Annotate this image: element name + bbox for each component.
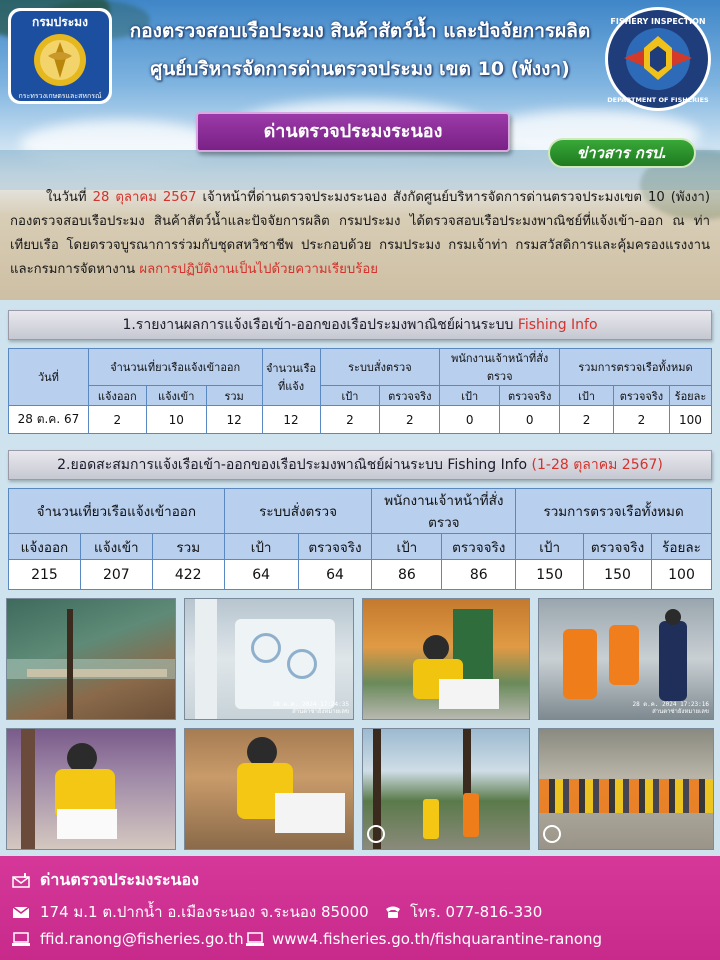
photo-fish-tank	[184, 598, 354, 720]
footer-email[interactable]: ffid.ranong@fisheries.go.th	[40, 930, 244, 948]
col-off-target: เป้า	[440, 386, 500, 406]
col-vessels: จำนวนเรือที่แจ้ง	[262, 349, 320, 406]
table-row	[9, 560, 712, 590]
col-tot-target: เป้า	[560, 386, 614, 406]
photo-life-jackets	[538, 598, 714, 720]
section2-period: (1-28 ตุลาคม 2567)	[531, 457, 663, 473]
col-sys-target: เป้า	[224, 534, 298, 560]
col-officer-order: พนักงานเจ้าหน้าที่สั่งตรวจ	[372, 489, 516, 534]
section1-title: 1.รายงานผลการแจ้งเรือเข้า-ออกของเรือประมงพาณิชย์ผ่านระบบ	[122, 317, 518, 333]
col-tot-target: เป้า	[516, 534, 584, 560]
footer-web-line	[246, 930, 602, 948]
col-officer-order: พนักงานเจ้าหน้าที่สั่งตรวจ	[440, 349, 560, 386]
photo-officer-desk	[362, 598, 530, 720]
intro-result: ผลการปฏิบัติงานเป็นไปด้วยความเรียบร้อย	[139, 262, 378, 277]
cell-off-target: 86	[372, 560, 442, 590]
computer-icon	[12, 931, 30, 947]
photo-pier-inspection	[362, 728, 530, 850]
footer-tel-line	[384, 900, 542, 924]
col-tot-actual: ตรวจจริง	[584, 534, 652, 560]
cell-tot-target: 150	[516, 560, 584, 590]
svg-text:FISHERY INSPECTION: FISHERY INSPECTION	[610, 17, 706, 26]
cell-in: 10	[146, 406, 206, 434]
col-out: แจ้งออก	[9, 534, 81, 560]
svg-text:DEPARTMENT OF FISHERIES: DEPARTMENT OF FISHERIES	[607, 96, 709, 104]
cell-out: 2	[88, 406, 146, 434]
contact-footer	[0, 856, 720, 960]
table-row	[9, 406, 712, 434]
footer-website[interactable]: www4.fisheries.go.th/fishquarantine-ranong	[272, 930, 603, 948]
photo-timestamp: 28 ต.ค. 2024 17:23:16 ส่านตาซ่ายังหมายเลข	[632, 701, 709, 715]
cell-sys-target: 64	[224, 560, 298, 590]
intro-paragraph	[10, 186, 710, 298]
header-title-line2: ศูนย์บริหารจัดการด่านตรวจประมง เขต 10 (พังงา)	[150, 58, 570, 80]
col-sum: รวม	[206, 386, 262, 406]
photo-officer-writing	[184, 728, 354, 850]
footer-address-line	[12, 900, 369, 924]
svg-text:กระทรวงเกษตรและสหกรณ์: กระทรวงเกษตรและสหกรณ์	[18, 92, 102, 100]
cell-in: 207	[80, 560, 152, 590]
col-off-actual: ตรวจจริง	[442, 534, 516, 560]
col-in: แจ้งเข้า	[80, 534, 152, 560]
cell-sys-actual: 64	[298, 560, 372, 590]
news-badge: ข่าวสาร กรป.	[548, 138, 696, 168]
photo-boat-hull	[6, 598, 176, 720]
col-in: แจ้งเข้า	[146, 386, 206, 406]
footer-email-line	[12, 930, 244, 948]
cumulative-report-table	[8, 488, 712, 590]
cell-sum: 12	[206, 406, 262, 434]
computer-icon	[246, 931, 264, 947]
intro-part2: เจ้าหน้าที่ด่านตรวจประมงระนอง สังกัดศูนย์บริหารจัดการด่านตรวจประมงเขต 10 (พังงา) กองตรวจสอบเรือประมง สินค้าสัตว์น้ำและปัจจัยการผลิต กรมประมง ได้ตรวจสอบเรือประมงพาณิชย์ที่แจ้งเข้า-ออก ณ ท่าเทียบเรือ โดยตรวจบูรณาการร่วมกับชุดสหวิชาชีพ ประกอบด้วย กรมประมง กรมเจ้าท่า กรมสวัสดิการและคุ้มครองแรงงาน และกรมการจัดหางาน	[10, 190, 710, 277]
fishery-inspection-badge	[604, 6, 712, 112]
header-title-line1: กองตรวจสอบเรือประมง สินค้าสัตว์น้ำ และปัจจัยการผลิต	[129, 20, 591, 42]
checkpoint-banner: ด่านตรวจประมงระนอง	[196, 112, 510, 152]
footer-office-name: ด่านตรวจประมงระนอง	[40, 870, 199, 889]
col-trips: จำนวนเที่ยวเรือแจ้งเข้าออก	[88, 349, 262, 386]
intro-date: 28 ตุลาคม 2567	[92, 190, 197, 205]
svg-text:กรมประมง: กรมประมง	[32, 15, 88, 29]
footer-phone: โทร. 077-816-330	[410, 903, 543, 921]
cell-off-target: 0	[440, 406, 500, 434]
col-system-order: ระบบสั่งตรวจ	[320, 349, 440, 386]
cell-percent: 100	[669, 406, 711, 434]
intro-part1: ในวันที่	[46, 190, 93, 205]
cell-tot-target: 2	[560, 406, 614, 434]
footer-name-line	[12, 868, 199, 893]
cell-date: 28 ต.ค. 67	[9, 406, 89, 434]
photo-timestamp: 28 ต.ค. 2024 17:24:35 ส่านตาซ่ายังหมายเลข	[272, 701, 349, 715]
col-off-actual: ตรวจจริง	[500, 386, 560, 406]
cell-sum: 422	[152, 560, 224, 590]
col-off-target: เป้า	[372, 534, 442, 560]
cell-vessels: 12	[262, 406, 320, 434]
section1-header	[8, 310, 712, 340]
mailbox-icon	[12, 873, 30, 889]
footer-address: 174 ม.1 ต.ปากน้ำ อ.เมืองระนอง จ.ระนอง 85000	[40, 903, 369, 921]
col-total: รวมการตรวจเรือทั้งหมด	[560, 349, 712, 386]
cell-off-actual: 0	[500, 406, 560, 434]
col-trips: จำนวนเที่ยวเรือแจ้งเข้าออก	[9, 489, 225, 534]
col-tot-actual: ตรวจจริง	[614, 386, 670, 406]
section1-system: Fishing Info	[517, 317, 598, 333]
col-sum: รวม	[152, 534, 224, 560]
photo-group-workers	[538, 728, 714, 850]
cell-sys-target: 2	[320, 406, 380, 434]
col-out: แจ้งออก	[88, 386, 146, 406]
cell-sys-actual: 2	[380, 406, 440, 434]
col-percent: ร้อยละ	[652, 534, 712, 560]
col-system-order: ระบบสั่งตรวจ	[224, 489, 372, 534]
cell-out: 215	[9, 560, 81, 590]
cell-tot-actual: 2	[614, 406, 670, 434]
col-sys-actual: ตรวจจริง	[380, 386, 440, 406]
col-sys-actual: ตรวจจริง	[298, 534, 372, 560]
cell-off-actual: 86	[442, 560, 516, 590]
envelope-icon	[12, 904, 30, 920]
section2-header	[8, 450, 712, 480]
col-date: วันที่	[9, 349, 89, 406]
col-total: รวมการตรวจเรือทั้งหมด	[516, 489, 712, 534]
daily-report-table	[8, 348, 712, 434]
department-of-fisheries-logo	[8, 8, 112, 104]
phone-icon	[384, 904, 402, 920]
col-sys-target: เป้า	[320, 386, 380, 406]
cell-tot-actual: 150	[584, 560, 652, 590]
col-percent: ร้อยละ	[669, 386, 711, 406]
photo-document-check	[6, 728, 176, 850]
cell-percent: 100	[652, 560, 712, 590]
section2-title: 2.ยอดสะสมการแจ้งเรือเข้า-ออกของเรือประมงพาณิชย์ผ่านระบบ Fishing Info	[57, 457, 532, 473]
